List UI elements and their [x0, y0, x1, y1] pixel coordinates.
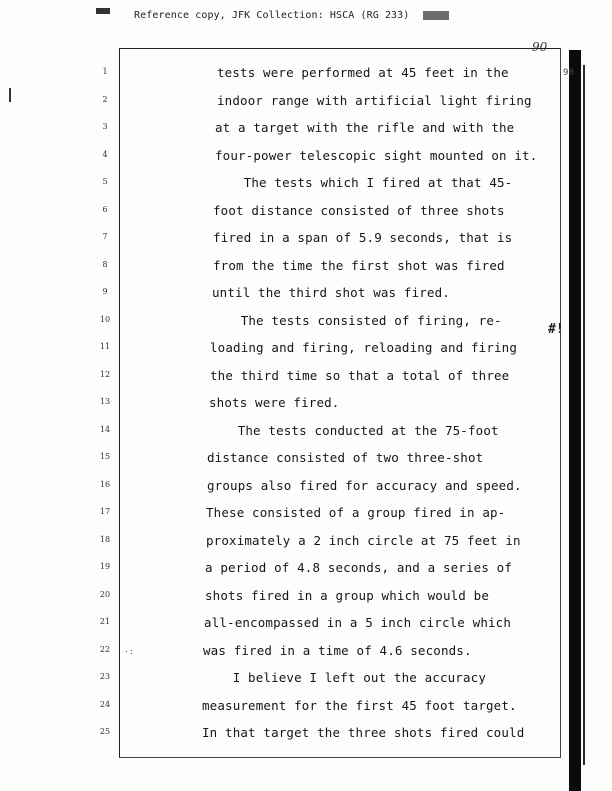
line-number: 24 [99, 699, 111, 709]
corner-mark [96, 8, 110, 14]
line-number: 22 [99, 644, 111, 654]
line-number: 19 [99, 562, 111, 571]
transcript-line: indoor range with artificial light firing [217, 92, 532, 108]
scan-edge-bar [569, 50, 581, 791]
line-number: 8 [102, 259, 108, 269]
transcript-line: was fired in a time of 4.6 seconds. [203, 642, 472, 658]
transcript-line: groups also fired for accuracy and speed. [207, 477, 522, 493]
transcript-line: a period of 4.8 seconds, and a series of [205, 560, 513, 575]
transcript-line: The tests conducted at the 75-foot [207, 422, 499, 438]
transcript-line: shots fired in a group which would be [205, 587, 489, 603]
transcript-line: loading and firing, reloading and firing [210, 340, 518, 355]
line-number: 3 [102, 122, 108, 131]
line-number: 5 [102, 177, 108, 186]
margin-annotation: 90 [563, 68, 574, 78]
line-number: 13 [99, 397, 111, 406]
line-number: 23 [99, 672, 111, 681]
transcript-line: shots were fired. [209, 395, 340, 410]
redaction-stamp [423, 11, 449, 20]
line-number: 1 [102, 67, 108, 76]
line-number: 15 [99, 452, 111, 461]
transcript-line: In that target the three shots fired could [202, 725, 525, 740]
line-number: 7 [102, 232, 108, 241]
line-number: 21 [99, 617, 111, 626]
transcript-line: four-power telescopic sight mounted on it. [215, 147, 538, 163]
transcript-line: the third time so that a total of three [210, 367, 510, 383]
transcript-line: all-encompassed in a 5 inch circle which [204, 615, 512, 630]
line-number: 20 [99, 589, 111, 599]
line-number: 6 [102, 204, 108, 214]
line-number: 2 [102, 94, 108, 104]
margin-dot: ·: [124, 647, 134, 656]
line-number: 25 [99, 727, 111, 736]
margin-tick [9, 88, 11, 102]
line-number: 4 [102, 149, 108, 159]
transcript-line: The tests consisted of firing, re- [210, 312, 502, 328]
line-number: 17 [99, 507, 111, 516]
transcript-line: at a target with the rifle and with the [215, 120, 515, 135]
transcript-line: distance consisted of two three-shot [207, 450, 484, 465]
handwritten-page-number: 90 [532, 40, 548, 54]
transcript-line: from the time the first shot was fired [213, 257, 505, 273]
transcript-line: The tests which I fired at that 45- [213, 175, 513, 190]
line-number: 16 [99, 479, 111, 489]
scan-edge-line [583, 65, 585, 765]
transcript-line: fired in a span of 5.9 seconds, that is [213, 230, 513, 245]
line-number: 18 [99, 534, 111, 544]
line-number: 11 [99, 342, 111, 351]
transcript-line: until the third shot was fired. [212, 285, 450, 300]
line-number: 14 [99, 424, 111, 434]
transcript-line: I believe I left out the accuracy [202, 670, 486, 685]
line-number: 12 [99, 369, 111, 379]
page-header [134, 10, 449, 21]
transcript-line: These consisted of a group fired in ap- [206, 505, 506, 520]
transcript-line: measurement for the first 45 foot target. [202, 697, 517, 713]
line-number: 10 [99, 314, 111, 324]
header-text: Reference copy, JFK Collection: HSCA (RG 233) [134, 10, 410, 21]
line-number: 9 [102, 287, 108, 296]
margin-mark: #! [548, 322, 564, 337]
transcript-line: foot distance consisted of three shots [213, 202, 505, 218]
transcript-line: tests were performed at 45 feet in the [217, 65, 509, 80]
transcript-line: proximately a 2 inch circle at 75 feet in [206, 532, 521, 548]
